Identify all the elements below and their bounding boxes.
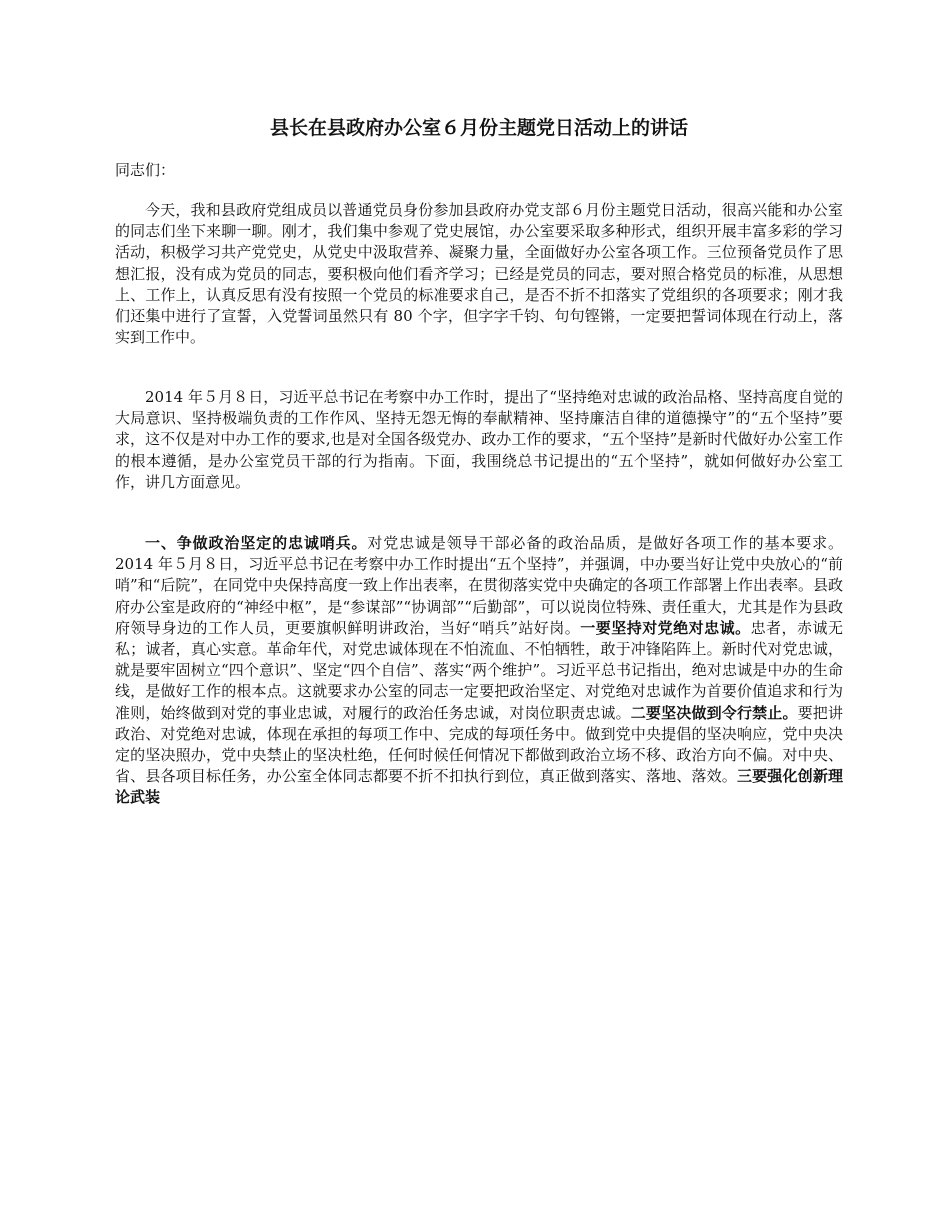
subpoint-body-1: 忠者，赤诚无私；诚者，真心实意。革命年代，对党忠诚体现在不怕流血、不怕牺牲，敢于冲锋陷阵上。新时代对党忠诚，就是要牢固树立“四个意识”、坚定“四个自信”、落实“两个维护”。习近平总书记指出，绝对忠诚是中办的生命线，是做好工作的根本点。这就要求办公室的同志一定要把政治坚定、对党绝对忠诚作为首要价值追求和行为准则，始终做到对党的事业忠诚，对履行的政治任务忠诚，对岗位职责忠诚。 [115, 618, 843, 722]
paragraph-section-one [115, 533, 843, 809]
paragraph-opening: 今天，我和县政府党组成员以普通党员身份参加县政府办党支部６月份主题党日活动，很高兴能和办公室的同志们坐下来聊一聊。刚才，我们集中参观了党史展馆，办公室要采取多种形式，组织开展丰富多彩的学习活动，积极学习共产党党史，从党史中汲取营养、凝聚力量，全面做好办公室各项工作。三位预备党员作了思想汇报，没有成为党员的同志，要积极向他们看齐学习；已经是党员的同志，要对照合格党员的标准，从思想上、工作上，认真反思有没有按照一个党员的标准要求自己，是否不折不扣落实了党组织的各项要求；刚才我们还集中进行了宣誓，入党誓词虽然只有 80 个字，但字字千钧、句句铿锵，一定要把誓词体现在行动上，落实到工作中。 [115, 201, 843, 347]
paragraph-five-persistences: 2014 年５月８日，习近平总书记在考察中办工作时，提出了“坚持绝对忠诚的政治品格、坚持高度自觉的大局意识、坚持极端负责的工作作风、坚持无怨无悔的奉献精神、坚持廉洁自律的道德操守”的“五个坚持”要求，这不仅是对中办工作的要求,也是对全国各级党办、政办工作的要求，“五个坚持”是新时代做好办公室工作的根本遵循，是办公室党员干部的行为指南。下面，我围绕总书记提出的“五个坚持”，就如何做好办公室工作，讲几方面意见。 [115, 388, 843, 491]
section-heading: 一、争做政治坚定的忠诚哨兵。 [145, 534, 368, 552]
subpoint-body-2: 要把讲政治、对党绝对忠诚，体现在承担的每项工作中、完成的每项任务中。做到党中央提倡的坚决响应，党中央决定的坚决照办，党中央禁止的坚决杜绝，任何时候任何情况下都做到政治立场不移、政治方向不偏。对中央、省、县各项目标任务，办公室全体同志都要不折不扣执行到位，真正做到落实、落地、落效。 [115, 703, 843, 786]
subpoint-heading-1: 一要坚持对党绝对忠诚。 [580, 618, 751, 637]
subpoint-heading-2: 二要坚决做到令行禁止。 [630, 703, 798, 722]
document-title: 县长在县政府办公室６月份主题党日活动上的讲话 [269, 117, 688, 139]
section-body-text: 对党忠诚是领导干部必备的政治品质，是做好各项工作的基本要求。2014 年５月８日，习近平总书记在考察中办工作时提出“五个坚持”，并强调，中办要当好让党中央放心的“前哨”和“后院”，在同党中央保持高度一致上作出表率，在贯彻落实党中央确定的各项工作部署上作出表率。县政府办公室是政府的“神经中枢”，是“参谋部”“协调部”“后勤部”，可以说岗位特殊、责任重大，尤其是作为县政府领导身边的工作人员，更要旗帜鲜明讲政治，当好“哨兵”站好岗。 [115, 534, 844, 637]
subpoint-heading-3: 三要强化创新理论武装 [115, 767, 843, 807]
salutation: 同志们： [115, 161, 176, 179]
